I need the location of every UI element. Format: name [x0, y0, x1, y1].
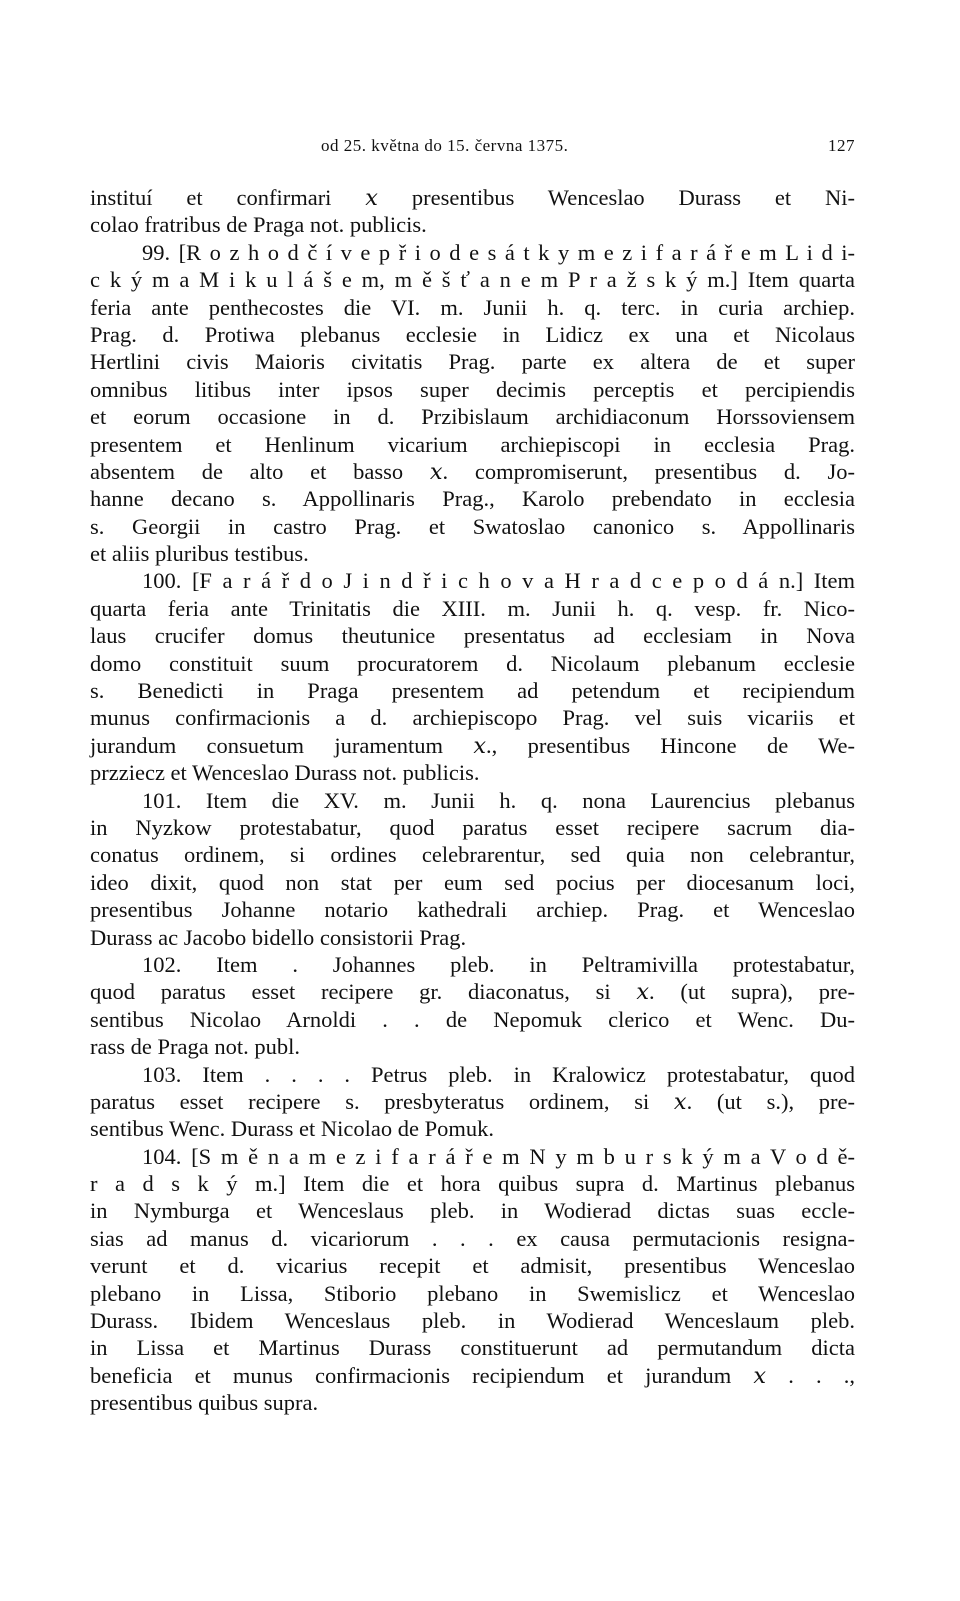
text-line: et aliis pluribus testibus. — [90, 541, 309, 567]
text-line: presentibus quibus supra. — [90, 1390, 319, 1416]
running-title: od 25. května do 15. června 1375. — [321, 136, 569, 155]
text-line: Hertlini civis Maioris civitatis Prag. parte ex altera de et super — [90, 349, 855, 375]
text-line: jurandum consuetum juramentum 𝑥., presentibus Hincone de We- — [90, 732, 855, 758]
text-line: colao fratribus de Praga not. publicis. — [90, 212, 427, 238]
text-line: beneficia et munus confirmacionis recipiendum et jurandum 𝑥 . . ., — [90, 1362, 855, 1388]
running-head — [90, 136, 855, 160]
body-text — [90, 184, 855, 1417]
text-line: omnibus litibus inter ipsos super decimis perceptis et percipiendis — [90, 376, 855, 402]
text-line: 104. [S m ě n a m e z i f a r á ř e m N y m b u r s k ý m a V o d ě- — [142, 1143, 855, 1169]
text-line: absentem de alto et basso 𝑥. compromiserunt, presentibus d. Jo- — [90, 458, 855, 484]
text-line: hanne decano s. Appollinaris Prag., Karolo prebendato in ecclesia — [90, 486, 855, 512]
text-line: feria ante penthecostes die VI. m. Junii h. q. terc. in curia archiep. — [90, 294, 855, 320]
text-line: ideo dixit, quod non stat per eum sed pocius per diocesanum loci, — [90, 869, 855, 895]
text-line: quarta feria ante Trinitatis die XIII. m. Junii h. q. vesp. fr. Nico- — [90, 595, 855, 621]
text-line: s. Georgii in castro Prag. et Swatoslao canonico s. Appollinaris — [90, 513, 855, 539]
page-number: 127 — [828, 136, 855, 155]
text-line: 101. Item die XV. m. Junii h. q. nona Laurencius plebanus — [142, 787, 855, 813]
text-line: przziecz et Wenceslao Durass not. publicis. — [90, 760, 480, 786]
text-line: sias ad manus d. vicariorum . . . ex causa permutacionis resigna- — [90, 1225, 855, 1251]
text-line: sentibus Nicolao Arnoldi . . de Nepomuk clerico et Wenc. Du- — [90, 1006, 855, 1032]
text-line: Durass ac Jacobo bidello consistorii Prag. — [90, 924, 467, 950]
text-line: rass de Praga not. publ. — [90, 1034, 300, 1060]
text-line: presentem et Henlinum vicarium archiepiscopi in ecclesia Prag. — [90, 431, 855, 457]
text-line: c k ý m a M i k u l á š e m, m ě š ť a n e m P r a ž s k ý m.] Item quarta — [90, 267, 855, 293]
text-line: quod paratus esset recipere gr. diaconatus, si 𝑥. (ut supra), pre- — [90, 979, 855, 1005]
text-line: paratus esset recipere s. presbyteratus ordinem, si 𝑥. (ut s.), pre- — [90, 1088, 855, 1114]
text-line: in Nyzkow protestabatur, quod paratus esset recipere sacrum dia- — [90, 814, 855, 840]
text-line: et eorum occasione in d. Przibislaum archidiaconum Horssoviensem — [90, 404, 855, 430]
text-line: 100. [F a r á ř d o J i n d ř i c h o v a H r a d c e p o d á n.] Item — [142, 568, 855, 594]
text-line: 103. Item . . . . Petrus pleb. in Kralowicz protestabatur, quod — [142, 1061, 855, 1087]
text-line: conatus ordinem, si ordines celebrarentur, sed quia non celebrantur, — [90, 842, 855, 868]
text-line: 102. Item . Johannes pleb. in Peltramivilla protestabatur, — [142, 951, 855, 977]
text-line: r a d s k ý m.] Item die et hora quibus supra d. Martinus plebanus — [90, 1171, 855, 1197]
text-line: laus crucifer domus theutunice presentatus ad ecclesiam in Nova — [90, 623, 855, 649]
text-line: Durass. Ibidem Wenceslaus pleb. in Wodierad Wenceslaum pleb. — [90, 1308, 855, 1334]
text-line: 99. [R o z h o d č í v e p ř i o d e s á t k y m e z i f a r á ř e m L i d i- — [142, 239, 855, 265]
text-line: in Nymburga et Wenceslaus pleb. in Wodierad dictas suas eccle- — [90, 1198, 855, 1224]
text-line: munus confirmacionis a d. archiepiscopo Prag. vel suis vicariis et — [90, 705, 855, 731]
text-line: in Lissa et Martinus Durass constituerunt ad permutandum dicta — [90, 1335, 855, 1361]
text-line: presentibus Johanne notario kathedrali archiep. Prag. et Wenceslao — [90, 897, 855, 923]
text-line: sentibus Wenc. Durass et Nicolao de Pomuk. — [90, 1116, 494, 1142]
text-line: verunt et d. vicarius recepit et admisit, presentibus Wenceslao — [90, 1253, 855, 1279]
text-line: plebano in Lissa, Stiborio plebano in Swemislicz et Wenceslao — [90, 1280, 855, 1306]
text-line: s. Benedicti in Praga presentem ad petendum et recipiendum — [90, 678, 855, 704]
text-line: instituí et confirmari 𝑥 presentibus Wenceslao Durass et Ni- — [90, 185, 855, 210]
text-line: domo constituit suum procuratorem d. Nicolaum plebanum ecclesie — [90, 650, 855, 676]
text-line: Prag. d. Protiwa plebanus ecclesie in Lidicz ex una et Nicolaus — [90, 321, 855, 347]
